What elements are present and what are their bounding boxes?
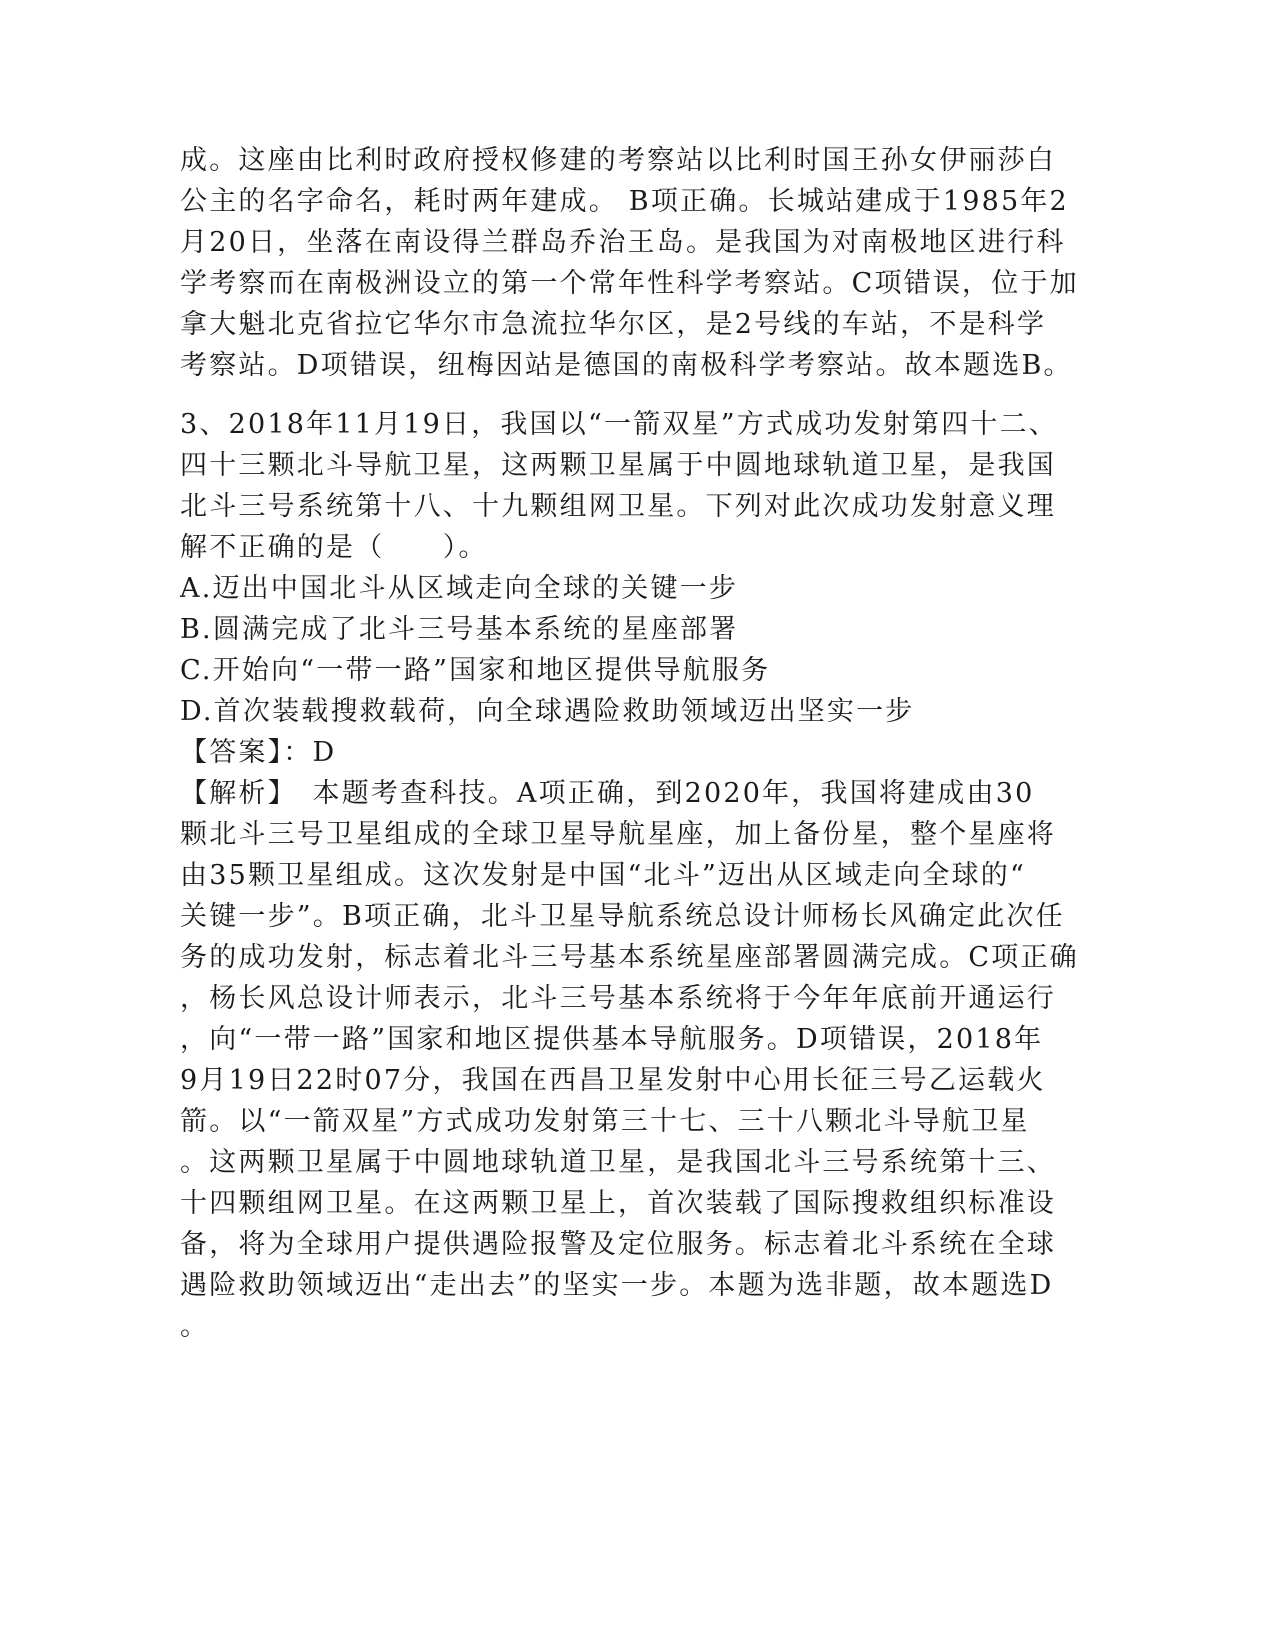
paragraph-gap	[180, 386, 1060, 404]
question-options	[180, 568, 1060, 732]
text-line: ，杨长风总设计师表示，北斗三号基本系统将于今年年底前开通运行	[180, 983, 1056, 1014]
text-line: 关键一步”。B项正确，北斗卫星导航系统总设计师杨长风确定此次任	[180, 901, 1065, 932]
option-a: A.迈出中国北斗从区域走向全球的关键一步	[180, 573, 739, 604]
option-d: D.首次装载搜救载荷，向全球遇险救助领域迈出坚实一步	[180, 696, 915, 727]
text-line: 务的成功发射，标志着北斗三号基本系统星座部署圆满完成。C项正确	[180, 942, 1079, 973]
text-line: 9月19日22时07分，我国在西昌卫星发射中心用长征三号乙运载火	[180, 1065, 1046, 1096]
answer-line: 【答案】：D	[180, 737, 337, 768]
text-line: 成。这座由比利时政府授权修建的考察站以比利时国王孙女伊丽莎白	[180, 145, 1056, 176]
question-stem	[180, 404, 1060, 568]
text-line: 【解析】 本题考查科技。A项正确，到2020年，我国将建成由30	[180, 778, 1035, 809]
text-line: 四十三颗北斗导航卫星，这两颗卫星属于中圆地球轨道卫星，是我国	[180, 450, 1056, 481]
explanation	[180, 773, 1079, 1347]
text-line: 。	[180, 1311, 210, 1342]
text-line: 遇险救助领域迈出“走出去”的坚实一步。本题为选非题，故本题选D	[180, 1270, 1054, 1301]
text-line: 由35颗卫星组成。这次发射是中国“北斗”迈出从区域走向全球的“	[180, 860, 1026, 891]
text-line: 月20日，坐落在南设得兰群岛乔治王岛。是我国为对南极地区进行科	[180, 227, 1066, 258]
text-line: 北斗三号系统第十八、十九颗组网卫星。下列对此次成功发射意义理	[180, 491, 1056, 522]
text-line: 。这两颗卫星属于中圆地球轨道卫星，是我国北斗三号系统第十三、	[180, 1147, 1056, 1178]
text-line: 十四颗组网卫星。在这两颗卫星上，首次装载了国际搜救组织标准设	[180, 1188, 1056, 1219]
text-line: 3、2018年11月19日，我国以“一箭双星”方式成功发射第四十二、	[180, 409, 1059, 440]
text-line: ，向“一带一路”国家和地区提供基本导航服务。D项错误，2018年	[180, 1024, 1044, 1055]
text-line: 颗北斗三号卫星组成的全球卫星导航星座，加上备份星，整个星座将	[180, 819, 1056, 850]
option-b: B.圆满完成了北斗三号基本系统的星座部署	[180, 614, 739, 645]
option-c: C.开始向“一带一路”国家和地区提供导航服务	[180, 655, 771, 686]
previous-explanation	[180, 140, 1079, 386]
text-line: 学考察而在南极洲设立的第一个常年性科学考察站。C项错误，位于加	[180, 268, 1079, 299]
text-line: 拿大魁北克省拉它华尔市急流拉华尔区，是2号线的车站，不是科学	[180, 309, 1047, 340]
text-line: 考察站。D项错误，纽梅因站是德国的南极科学考察站。故本题选B。	[180, 350, 1073, 381]
text-line: 箭。以“一箭双星”方式成功发射第三十七、三十八颗北斗导航卫星	[180, 1106, 1030, 1137]
text-line: 备，将为全球用户提供遇险报警及定位服务。标志着北斗系统在全球	[180, 1229, 1056, 1260]
question-3	[180, 404, 1079, 1347]
text-line: 解不正确的是（ ）。	[180, 532, 488, 563]
text-line: 公主的名字命名，耗时两年建成。 B项正确。长城站建成于1985年2	[180, 186, 1069, 217]
document-page	[180, 140, 1079, 1347]
